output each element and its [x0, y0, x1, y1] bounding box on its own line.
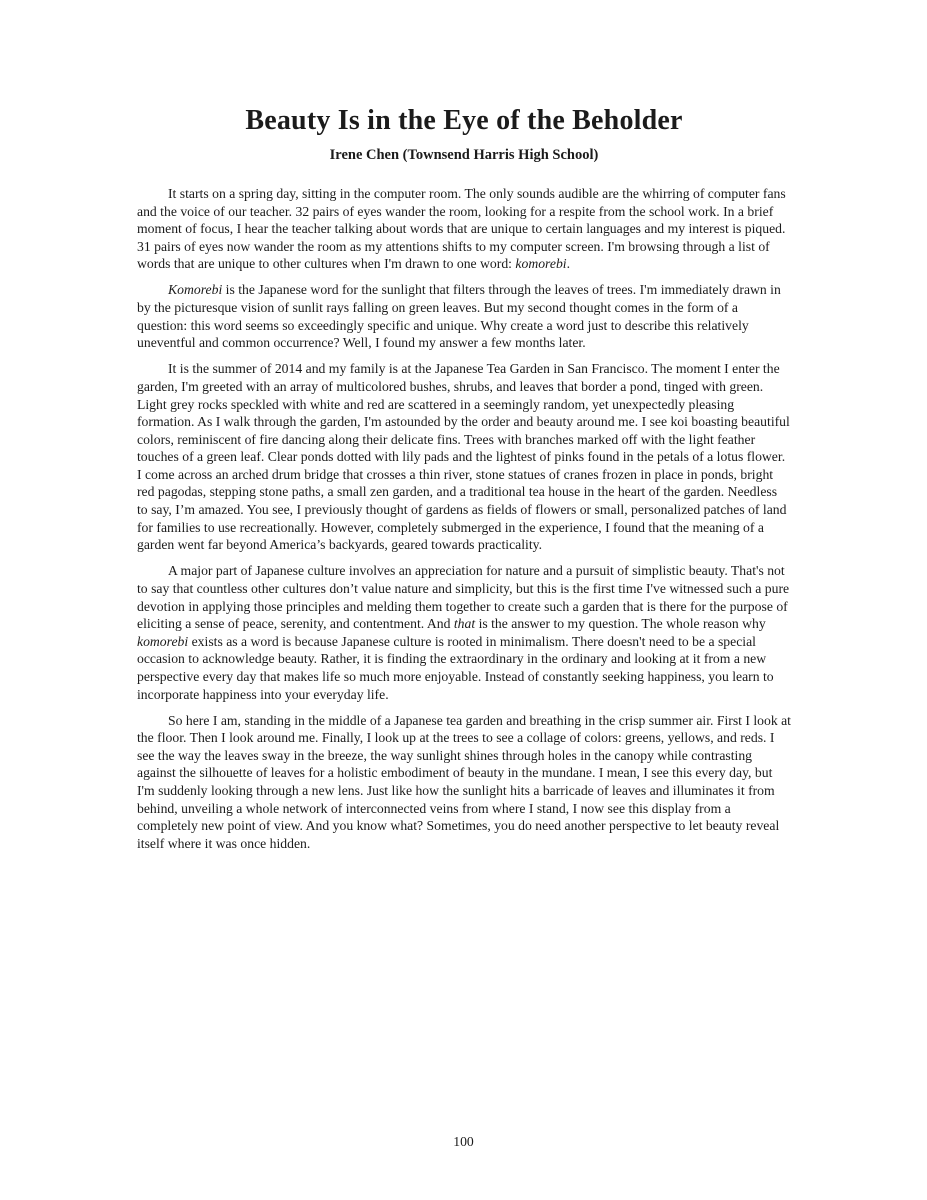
essay-body [137, 185, 791, 852]
paragraph [137, 281, 791, 351]
text-run: . [566, 256, 571, 272]
text-run: exists as a word is because Japanese culture is rooted in minimalism. There doesn't need to be a special occasion to acknowledge beauty. Rather, it is finding the extraordinary in the ordinary and looking at it from a new perspective every day that makes life so much more enjoyable. Instead of constantly seeking happiness, you learn to incorporate happiness into your everyday life. [137, 633, 774, 702]
paragraph [137, 360, 791, 554]
essay-author: Irene Chen (Townsend Harris High School) [329, 146, 599, 163]
italic-text-run: Komorebi [168, 282, 223, 298]
text-run: So here I am, standing in the middle of a Japanese tea garden and breathing in the crisp summer air. First I look at the floor. Then I look around me. Finally, I look up at the trees to see a collage of colors: greens, yellows, and reds. I see the way the leaves sway in the breeze, the way sunlight shines through holes in the canopy while contrasting against the silhouette of leaves for a holistic embodiment of beauty in the mundane. I mean, I see this every day, but I'm suddenly looking through a new lens. Just like how the sunlight hits a barricade of leaves and illuminates it from behind, unveiling a whole network of interconnected veins from where I stand, I now see this display from a completely new point of view. And you know what? Sometimes, you do need another perspective to let beauty reveal itself where it was once hidden. [137, 712, 791, 851]
italic-text-run: komorebi [515, 256, 567, 272]
text-run: is the Japanese word for the sunlight that filters through the leaves of trees. I'm immediately drawn in by the picturesque vision of sunlit rays falling on green leaves. But my second thought comes in the form of a question: this word seems so exceedingly specific and unique. Why create a word just to describe this relatively uneventful and common occurrence? Well, I found my answer a few months later. [137, 282, 781, 351]
page-footer [0, 1134, 927, 1150]
essay-title: Beauty Is in the Eye of the Beholder [245, 105, 683, 136]
italic-text-run: that [453, 616, 476, 632]
paragraph [137, 185, 791, 273]
essay-content [137, 104, 791, 861]
italic-text-run: komorebi [137, 633, 189, 649]
text-run: A major part of Japanese culture involves an appreciation for nature and a pursuit of simplistic beauty. That's not to say that countless other cultures don’t value nature and simplicity, but this is the first time I've witnessed such a pure devotion in applying those principles and melding them together to create such a garden that is there for the purpose of eliciting a sense of peace, serenity, and contentment. And [137, 563, 790, 632]
text-run: It is the summer of 2014 and my family is at the Japanese Tea Garden in San Francisco. The moment I enter the garden, I'm greeted with an array of multicolored bushes, shrubs, and leaves that border a pond, tinged with green. Light grey rocks speckled with white and red are scattered in a seemingly random, yet unexpectedly pleasing formation. As I walk through the garden, I'm astounded by the order and beauty around me. I see koi boasting beautiful colors, reminiscent of fire dancing along their delicate fins. Trees with branches marked off with the light feather touches of a green leaf. Clear ponds dotted with lily pads and the lightest of pinks found in the petals of a lotus flower. I come across an arched drum bridge that crosses a thin river, stone statues of cranes frozen in place in ponds, bright red pagodas, stepping stone paths, a small zen garden, and a traditional tea house in the heart of the garden. Needless to say, I’m amazed. You see, I previously thought of gardens as fields of flowers or small, personalized patches of land for families to use recreationally. However, completely submerged in the experience, I found that the meaning of a garden went far beyond America’s backyards, geared towards practicality. [137, 361, 790, 553]
paragraph [137, 562, 791, 703]
page-number: 100 [453, 1134, 474, 1149]
paragraph [137, 712, 791, 853]
text-run: It starts on a spring day, sitting in the computer room. The only sounds audible are the whirring of computer fans and the voice of our teacher. 32 pairs of eyes wander the room, looking for a respite from the school work. In a brief moment of focus, I hear the teacher talking about words that are unique to certain languages and my interest is piqued. 31 pairs of eyes now wander the room as my attentions shifts to my computer screen. I'm browsing through a list of words that are unique to other cultures when I'm drawn to one word: [137, 185, 786, 272]
text-run: is the answer to my question. The whole reason why [475, 616, 766, 632]
